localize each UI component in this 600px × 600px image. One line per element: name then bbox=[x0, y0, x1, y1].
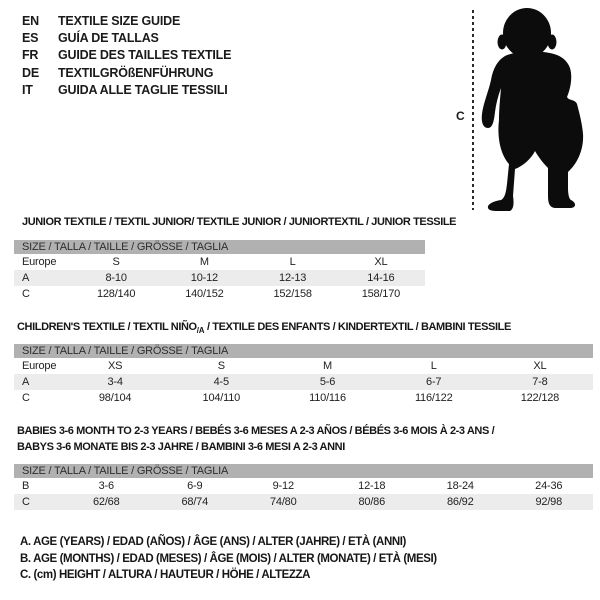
size-cell: S bbox=[112, 256, 120, 268]
age-cell: 3-6 bbox=[98, 480, 114, 492]
language-row-it bbox=[22, 82, 231, 99]
size-cell: XL bbox=[374, 256, 388, 268]
age-cell: 4-5 bbox=[213, 376, 229, 388]
babies-title-line2: BABYS 3-6 MONATE BIS 2-3 JAHRE / BAMBINI 3-6 MESI A 2-3 ANNI bbox=[17, 441, 345, 453]
babies-title-line1: BABIES 3-6 MONTH TO 2-3 YEARS / BEBÉS 3-6 MESES A 2-3 AÑOS / BÉBÉS 3-6 MOIS À 2-3 ANS / bbox=[17, 425, 495, 437]
table-row-europe bbox=[14, 254, 425, 270]
row-label: A bbox=[22, 272, 30, 284]
age-cell: 8-10 bbox=[105, 272, 127, 284]
height-cell: 158/170 bbox=[361, 288, 401, 300]
age-cell: 18-24 bbox=[446, 480, 474, 492]
language-code: IT bbox=[22, 82, 33, 97]
table-row-europe bbox=[14, 358, 593, 374]
row-label: C bbox=[22, 392, 30, 404]
row-label: Europe bbox=[22, 256, 57, 268]
age-cell: 7-8 bbox=[532, 376, 548, 388]
language-label: GUIDE DES TAILLES TEXTILE bbox=[58, 48, 232, 63]
children-title-subscript: /A bbox=[196, 326, 205, 336]
language-label: GUIDA ALLE TAGLIE TESSILI bbox=[58, 82, 228, 97]
children-section-title bbox=[17, 320, 511, 338]
legend-line-b: B. AGE (MONTHS) / EDAD (MESES) / ÂGE (MOIS) / ALTER (MONATE) / ETÀ (MESI) bbox=[20, 552, 437, 565]
height-cell: 62/68 bbox=[92, 496, 120, 508]
size-header-bar: SIZE / TALLA / TAILLE / GRÖSSE / TAGLIA bbox=[14, 464, 593, 478]
table-row-age bbox=[14, 374, 593, 390]
height-cell: 68/74 bbox=[181, 496, 209, 508]
age-cell: 3-4 bbox=[107, 376, 123, 388]
height-cell: 86/92 bbox=[446, 496, 474, 508]
table-row-age-months bbox=[14, 478, 593, 494]
row-label: Europe bbox=[22, 360, 57, 372]
language-row-fr bbox=[22, 47, 231, 64]
height-dashed-line bbox=[472, 10, 474, 210]
junior-size-table bbox=[14, 240, 425, 302]
height-cell: 74/80 bbox=[269, 496, 297, 508]
age-cell: 12-13 bbox=[279, 272, 307, 284]
babies-size-table bbox=[14, 464, 593, 510]
legend-line-c: C. (cm) HEIGHT / ALTURA / HAUTEUR / HÖHE / ALTEZZA bbox=[20, 569, 311, 581]
language-list bbox=[22, 13, 231, 99]
size-cell: S bbox=[217, 360, 225, 372]
table-row-age bbox=[14, 270, 425, 286]
age-cell: 6-7 bbox=[426, 376, 442, 388]
height-cell: 104/110 bbox=[202, 392, 241, 404]
junior-section-title: JUNIOR TEXTILE / TEXTIL JUNIOR/ TEXTILE JUNIOR / JUNIORTEXTIL / JUNIOR TESSILE bbox=[22, 216, 457, 228]
language-label: TEXTILE SIZE GUIDE bbox=[58, 14, 181, 28]
language-code: ES bbox=[22, 31, 39, 46]
height-cell: 80/86 bbox=[358, 496, 386, 508]
height-cell: 128/140 bbox=[96, 288, 136, 300]
row-label: B bbox=[22, 480, 30, 492]
size-cell: M bbox=[199, 256, 209, 268]
height-cell: 92/98 bbox=[535, 496, 563, 508]
size-cell: XS bbox=[107, 360, 123, 372]
size-header-bar: SIZE / TALLA / TAILLE / GRÖSSE / TAGLIA bbox=[14, 344, 593, 358]
language-code: EN bbox=[22, 14, 39, 28]
table-row-height bbox=[14, 390, 593, 406]
size-header-bar: SIZE / TALLA / TAILLE / GRÖSSE / TAGLIA bbox=[14, 240, 425, 254]
table-row-height bbox=[14, 494, 593, 510]
height-cell: 140/152 bbox=[185, 288, 224, 300]
children-size-table bbox=[14, 344, 593, 406]
babies-section-title bbox=[17, 423, 494, 455]
table-row-height bbox=[14, 286, 425, 302]
row-label: C bbox=[22, 288, 30, 300]
row-label: C bbox=[22, 496, 30, 508]
height-measure-label: C bbox=[456, 109, 465, 123]
age-cell: 10-12 bbox=[190, 272, 218, 284]
language-label: TEXTILGRÖßENFÜHRUNG bbox=[58, 65, 214, 80]
size-cell: M bbox=[323, 360, 332, 372]
age-cell: 9-12 bbox=[272, 480, 294, 492]
age-cell: 5-6 bbox=[319, 376, 336, 388]
language-code: FR bbox=[22, 48, 39, 63]
size-cell: L bbox=[430, 360, 437, 372]
size-cell: L bbox=[289, 256, 296, 268]
measurement-legend bbox=[20, 534, 437, 584]
age-cell: 12-18 bbox=[358, 480, 386, 492]
height-cell: 152/158 bbox=[273, 288, 312, 300]
age-cell: 14-16 bbox=[367, 272, 395, 284]
age-cell: 6-9 bbox=[187, 480, 203, 492]
language-row-en bbox=[22, 13, 231, 30]
children-title-text: CHILDREN'S TEXTILE / TEXTIL NIÑO bbox=[17, 321, 197, 333]
size-cell: XL bbox=[533, 360, 547, 372]
children-title-text: / TEXTILE DES ENFANTS / KINDERTEXTIL / BAMBINI TESSILE bbox=[204, 321, 511, 333]
height-cell: 116/122 bbox=[414, 392, 453, 404]
language-code: DE bbox=[22, 65, 39, 80]
height-cell: 98/104 bbox=[98, 392, 132, 404]
language-row-es bbox=[22, 30, 231, 47]
row-label: A bbox=[22, 376, 30, 388]
language-row-de bbox=[22, 65, 231, 82]
legend-line-a: A. AGE (YEARS) / EDAD (AÑOS) / ÂGE (ANS) / ALTER (JAHRE) / ETÀ (ANNI) bbox=[20, 536, 406, 548]
height-cell: 110/116 bbox=[309, 392, 346, 404]
height-cell: 122/128 bbox=[520, 392, 560, 404]
language-label: GUÍA DE TALLAS bbox=[58, 31, 159, 46]
baby-silhouette-icon bbox=[478, 6, 592, 212]
age-cell: 24-36 bbox=[535, 480, 563, 492]
